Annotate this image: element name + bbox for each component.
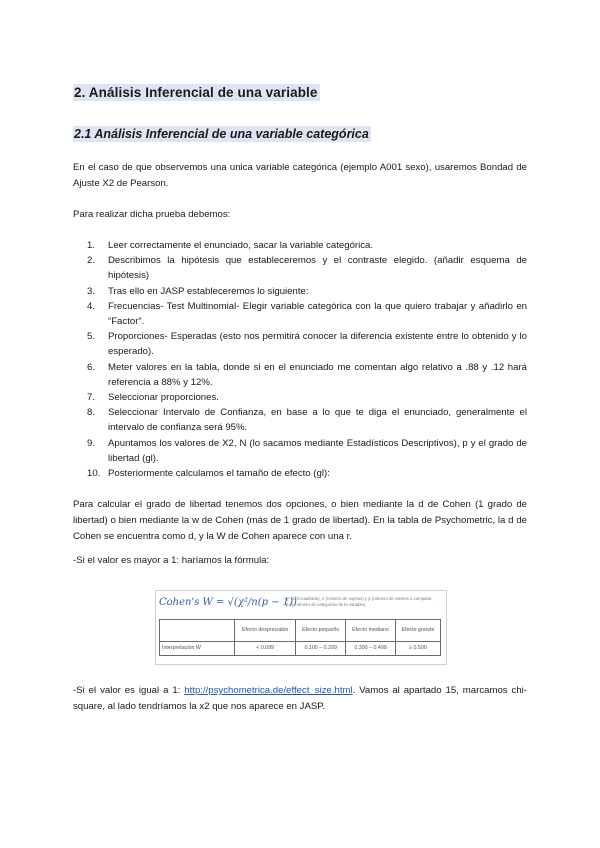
formula-note: χ² (Chi-cuadrado), n (número de sujetos) y p (número de valores a comparar, p.ej. número de categorías de la variable) — [286, 596, 433, 607]
list-item: 3. Tras ello en JASP estableceremos lo siguiente: — [87, 285, 309, 297]
table-cell: Interpretación W — [160, 642, 235, 656]
list-item: 2. Describimos la hipótesis que estableceremos y el contraste elegido. (añadir esquema de hipótesis) — [87, 255, 527, 282]
table-cell: ≥ 0.500 — [395, 642, 440, 656]
intro-paragraph: En el caso de que observemos una unica variable categórica (ejemplo A001 sexo), usaremos Bondad de Ajuste X2 de Pearson. — [73, 162, 527, 189]
table-row — [160, 642, 441, 656]
rule-equal-to-one: -Si el valor es igual a 1: http://psychometrica.de/effect_size.html. Vamos al apartado 15, marcamos chi-square, al lado tendríamos la x2 que nos aparece en JASP. — [73, 685, 527, 712]
table-cell: 0.300 – 0.499 — [346, 642, 396, 656]
table-header-cell: Efecto pequeño — [296, 620, 346, 642]
cohens-w-formula: Cohen's W = √(χ²/n(p − 1)) — [159, 597, 297, 608]
table-header-cell: Efecto mediano — [346, 620, 396, 642]
effect-size-table — [159, 619, 441, 656]
steps-intro: Para realizar dicha prueba debemos: — [73, 209, 231, 220]
list-item: 1. Leer correctamente el enunciado, sacar la variable categórica. — [87, 240, 374, 251]
table-header-cell: Efecto grande — [395, 620, 440, 642]
table-header-cell — [160, 620, 235, 642]
list-item: 10. Posteriormente calculamos el tamaño de efecto (gl): — [87, 468, 330, 480]
cohens-w-figure — [155, 590, 447, 665]
list-item: 4. Frecuencias- Test Multinomial- Elegir variable categórica con la que quiero trabajar y añadirlo en “Factor”. — [87, 300, 527, 328]
table-header-cell: Efecto despreciable — [235, 620, 296, 642]
list-item: 9. Apuntamos los valores de X2, N (lo sacamos mediante Estadísticos Descriptivos), p y el grado de libertad (gl). — [87, 437, 527, 464]
table-cell: < 0.099 — [235, 642, 296, 656]
psychometrica-link[interactable]: http://psychometrica.de/effect_size.html — [184, 685, 353, 696]
table-cell: 0.100 – 0.299 — [296, 642, 346, 656]
subsection-heading: 2.1 Análisis Inferencial de una variable categórica — [74, 127, 369, 141]
table-header-row — [160, 620, 441, 642]
list-item: 8. Seleccionar Intervalo de Confianza, en base a lo que te diga el enunciado, generalmente el intervalo de confianza será 95%. — [87, 407, 527, 434]
section-heading: 2. Análisis Inferencial de una variable — [74, 85, 318, 100]
list-item: 6. Meter valores en la tabla, donde si en el enunciado me comentan algo relativo a .88 y .12 hará referencia a 88% y 12%. — [87, 361, 527, 388]
list-item: 7. Seleccionar proporciones. — [87, 392, 219, 404]
steps-list — [73, 238, 527, 481]
list-item: 5. Proporciones- Esperadas (esto nos permitirá conocer la diferencia existente entre lo obtenido y lo esperado). — [87, 331, 527, 358]
rule-greater-than-one: -Si el valor es mayor a 1: haríamos la fórmula: — [73, 555, 270, 566]
effect-size-paragraph: Para calcular el grado de libertad tenemos dos opciones, o bien mediante la d de Cohen (1 grado de libertad) o bien mediante la w de Cohen (más de 1 grado de libertad). En la tabla de Psychometric, la d de Cohen se encuentra como d, y la W de Cohen aparece con una r. — [73, 499, 527, 542]
